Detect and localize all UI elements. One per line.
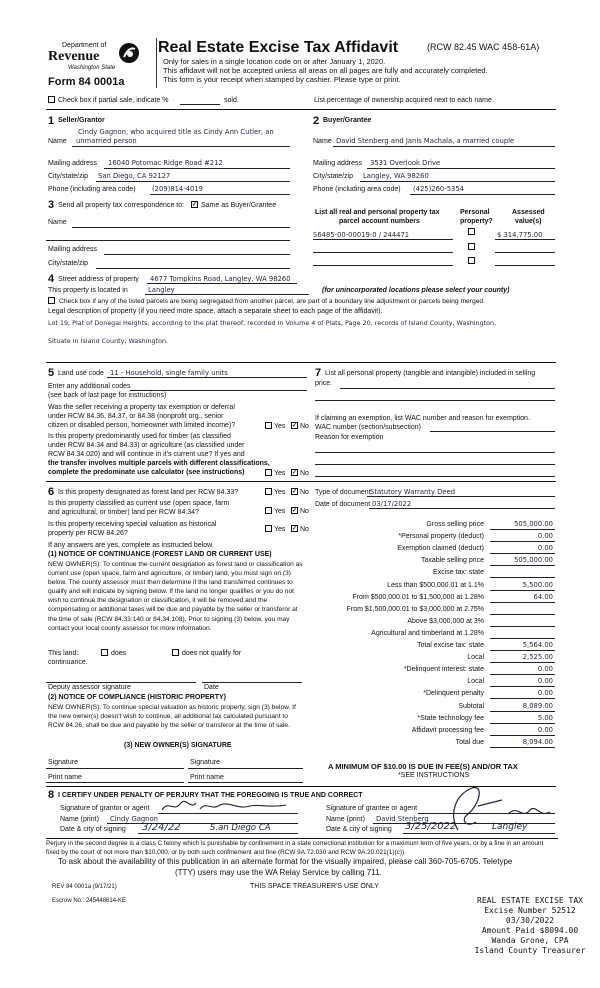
grantor-signature	[160, 798, 290, 814]
partial-sale-label: Check box if partial sale, indicate %	[58, 97, 169, 104]
tax-row-line	[490, 686, 555, 687]
timber-no-label: No	[300, 470, 309, 477]
tax-row-value: 505,000.00	[514, 556, 553, 565]
grantee-date: 3/25/2022	[405, 821, 457, 832]
tax-row-line	[490, 747, 555, 748]
historic-q-1: Is this property receiving special valuation as historical	[48, 521, 217, 528]
grantor-city: S.an Diego CA	[210, 823, 271, 833]
tax-row-line	[490, 529, 555, 530]
timber-q-line5: complete the predominate use calculator (see instructions)	[48, 469, 245, 476]
seller-phone: (209)814-4019	[152, 185, 203, 193]
timber-no-checkbox[interactable]: ✓	[292, 470, 298, 476]
stamp-line-3: 03/30/2022	[505, 916, 555, 925]
exemption-yes-label: Yes	[274, 423, 286, 430]
section-2-number: 2	[313, 115, 320, 127]
historic-no-label: No	[300, 526, 309, 533]
tax-row-value: 2,525.00	[522, 653, 553, 662]
accessibility-line-2: (TTY) users may use the WA Relay Service by calling 711.	[175, 868, 382, 877]
notice-continuance-body: NEW OWNER(S): To continue the current designation as forest land or classification as current use (open space, farm and agriculture, or timber) land, you must sign on (3) below. The county assessor must then determine if the land transferred continues to qualify and will indicate by signing below. If the land no longer qualifies or you do not wish to continue the designation or classification, it will be removed and the compensating or additional taxes will be due and payable by the seller or transferor at the time of sale (RCW 84.33.140 or 84.34.108). Prior to signing (3) below, you may contact your local county assessor for more information.	[48, 561, 303, 632]
exemption-q-line3: citizen or disabled person, homeowner with limited income)?	[48, 422, 236, 429]
land-use-label: Land use code	[58, 370, 104, 377]
timber-q-line2: under RCW 84.34 and 84.33) or agriculture (as classified under	[48, 442, 245, 449]
legal-desc-label: Legal description of property (if you need more space, attach a separate sheet to each page of the affidavit).	[48, 308, 383, 315]
grantee-date-label: Date & city of signing	[326, 826, 392, 833]
grantee-sig-label: Signature of grantee or agent	[326, 805, 418, 812]
personal-property-checkbox-3[interactable]	[468, 257, 475, 264]
seller-title: Seller/Grantor	[58, 117, 105, 124]
tax-row-value: 505,000.00	[514, 520, 553, 528]
grantor-date: 3/24/22	[142, 822, 181, 833]
grantee-name-label: Name (print)	[326, 816, 365, 823]
land-use-code: 11 - Household, single family units	[110, 369, 228, 377]
does-not-qualify-checkbox[interactable]	[172, 649, 179, 656]
historic-q-2: property per RCW 84.26?	[48, 530, 128, 537]
parcel-col2-head-a: Personal	[460, 209, 490, 216]
exemption-no-checkbox[interactable]: ✓	[292, 423, 298, 429]
owner-sig-label-1: Signature	[48, 759, 78, 766]
section-3-number: 3	[48, 199, 55, 211]
historic-yes-checkbox[interactable]	[265, 525, 272, 532]
seller-mail-label: Mailing address	[48, 160, 98, 167]
additional-codes-label: Enter any additional codes	[48, 383, 131, 390]
personal-property-checkbox-2[interactable]	[468, 243, 475, 250]
legal-desc-line2: Situate in Island County, Washington.	[48, 337, 169, 345]
tax-row-value: 0.00	[537, 677, 553, 686]
section-1-number: 1	[48, 115, 55, 127]
street-address: 4677 Tompkins Road, Langley, WA 98260	[150, 275, 291, 283]
corr-name-label: Name	[48, 219, 67, 226]
exemption-claim-label: If claiming an exemption, list WAC number and reason for exemption.	[315, 415, 530, 422]
owner-print-label-1: Print name	[48, 774, 82, 781]
tax-row-value: 64.00	[533, 592, 553, 601]
forest-yes-checkbox[interactable]	[265, 488, 272, 495]
tax-row-label: *State technology fee	[417, 714, 484, 722]
deputy-date-label: Date	[204, 684, 219, 691]
buyer-phone-label: Phone (including area code)	[313, 186, 401, 193]
tax-row-line	[490, 614, 555, 615]
parcel-col3-head-b: value(s)	[515, 218, 542, 225]
treasurer-stamp	[470, 896, 590, 956]
current-use-no-checkbox[interactable]: ✓	[292, 508, 298, 514]
tax-row-line	[490, 638, 555, 639]
location-note: (for unincorporated locations please select your county)	[322, 287, 510, 294]
stamp-line-6: Island County Treasurer	[474, 946, 586, 955]
deputy-sig-label: Deputy assessor signature	[48, 684, 131, 691]
grantee-city: Langley	[492, 822, 528, 832]
header-note-3: This form is your receipt when stamped by cashier. Please type or print.	[163, 75, 401, 84]
seller-city-label: City/state/zip	[48, 173, 89, 180]
certify-title: I CERTIFY UNDER PENALTY OF PERJURY THAT THE FOREGOING IS TRUE AND CORRECT	[58, 792, 363, 799]
segregation-checkbox[interactable]	[48, 297, 55, 304]
tax-row-line	[490, 711, 555, 712]
tax-row-line	[490, 735, 555, 736]
buyer-city-label: City/state/zip	[313, 173, 354, 180]
tax-row-value: 0.00	[537, 544, 553, 553]
tax-row-line	[490, 565, 555, 566]
tax-row-line	[490, 674, 555, 675]
tax-row-value: 0.00	[537, 665, 553, 674]
tax-row-label: From $500,000.01 to $1,500,000 at 1.28%	[352, 593, 484, 601]
stamp-line-2: Excise Number 52512	[484, 906, 576, 915]
tax-row-label: Local	[467, 678, 484, 686]
tax-row-line	[490, 698, 555, 699]
buyer-mail-label: Mailing address	[313, 160, 363, 167]
doc-type-label: Type of document	[315, 489, 371, 496]
tax-row-value: 8,094.00	[522, 737, 553, 746]
personal-prop-label-1: List all personal property (tangible and intangible) included in selling	[325, 370, 536, 377]
see-instructions: *SEE INSTRUCTIONS	[398, 772, 470, 779]
exemption-yes-checkbox[interactable]	[265, 422, 272, 429]
parcel-col1-head-b: parcel account numbers	[339, 218, 420, 225]
if-yes-note: If any answers are yes, complete as instructed below.	[48, 542, 214, 549]
perjury-notice: Perjury in the second degree is a class C felony which is punishable by confinement in a state correctional institution for a maximum term of five years, or by a fine in an amount fixed by the court of not more than $10,000, or by both such confinement and fine (RCW 9A.72.030 and RCW 9A.20.021(1)(c)).	[46, 838, 558, 857]
tax-row-value: 0.00	[537, 689, 553, 698]
tax-row-label: From $1,500,000.01 to $3,000,000 at 2.75%	[346, 605, 484, 613]
section-5-number: 5	[48, 367, 55, 379]
stamp-line-4: Amount Paid $8094.00	[481, 926, 579, 935]
doc-date: 03/17/2022	[372, 500, 412, 508]
same-as-buyer-checkbox[interactable]: ✓	[192, 202, 198, 208]
escrow-number: Escrow No.: 245448614-KE	[52, 898, 127, 904]
ownership-pct-label: List percentage of ownership acquired next to each name.	[314, 97, 494, 104]
current-use-q-2: and agricultural, or timber) land per RCW 84.34?	[48, 509, 199, 516]
seller-phone-label: Phone (including area code)	[48, 186, 136, 193]
forest-no-checkbox[interactable]: ✓	[292, 489, 298, 495]
revenue-logo-icon	[118, 42, 140, 64]
tax-row-line	[490, 662, 555, 663]
doc-type: Statutory Warranty Deed	[370, 488, 456, 496]
additional-codes-note: (see back of last page for instructions)	[48, 392, 167, 399]
tax-row-value: 5.00	[537, 713, 553, 722]
notice-compliance-title: (2) NOTICE OF COMPLIANCE (HISTORIC PROPERTY)	[48, 694, 226, 701]
exemption-q-line2: under RCW 84.36, 84.37, or 84.38 (nonprofit org., senior	[48, 413, 224, 420]
form-number: Form 84 0001a	[48, 76, 125, 88]
location-label: This property is located in	[48, 287, 128, 294]
accessibility-line-1: To ask about the availability of this publication in an alternate format for the visually impaired, please call 360-705-6705. Teletype	[58, 857, 513, 866]
notice-continuance-title: (1) NOTICE OF CONTINUANCE (FOREST LAND OR CURRENT USE)	[48, 551, 272, 558]
tax-row-label: Less than $500,000.01 at 1.1%	[387, 581, 484, 589]
washington-state-label: Washington State	[68, 65, 116, 71]
grantor-name: Cindy Gagnon	[110, 815, 158, 823]
does-not-label: does not qualify for	[182, 650, 242, 657]
personal-property-checkbox-1[interactable]	[468, 228, 475, 235]
historic-no-checkbox[interactable]: ✓	[292, 526, 298, 532]
tax-row-line	[490, 553, 555, 554]
buyer-city: Langley, WA 98260	[363, 172, 429, 180]
does-label: does	[111, 650, 127, 657]
owner-sig-label-2: Signature	[190, 759, 220, 766]
grantee-name: David Stenberg	[376, 815, 429, 823]
doc-date-label: Date of document	[315, 501, 371, 508]
treasurer-use-label: THIS SPACE TREASURER'S USE ONLY	[250, 883, 379, 890]
seller-mail: 16040 Potomac Ridge Road #212	[108, 159, 223, 167]
buyer-name-label: Name	[313, 138, 332, 145]
location-value: Langley	[148, 286, 175, 294]
exemption-no-label: No	[300, 423, 309, 430]
exemption-q-line1: Was the seller receiving a property tax exemption or deferral	[48, 404, 235, 411]
corr-mail-label: Mailing address	[48, 246, 98, 253]
owner-print-label-2: Print name	[190, 774, 224, 781]
exemption-reason-label: Reason for exemption	[315, 434, 384, 441]
timber-q-line3: RCW 84.34.020) and will continue in it's current use? If yes and	[48, 451, 245, 458]
correspondence-label: Send all property tax correspondence to:	[58, 202, 185, 209]
seller-name-line1: Cindy Gagnon, who acquired title as Cindy Ann Cutler, an	[78, 128, 274, 136]
dept-of-label: Department of	[62, 42, 107, 49]
personal-prop-label-2: price.	[315, 380, 333, 387]
forest-no-label: No	[300, 489, 309, 496]
buyer-name: David Stenberg and Janis Machala, a married couple	[336, 137, 515, 145]
tax-row-line	[490, 626, 555, 627]
tax-row-label: Subtotal	[458, 702, 484, 710]
buyer-title: Buyer/Grantee	[323, 117, 372, 124]
same-as-buyer-label: Same as Buyer/Grantee	[201, 202, 277, 209]
stamp-line-1: REAL ESTATE EXCISE TAX	[477, 896, 583, 905]
tax-row-label: Total excise tax: state	[417, 642, 484, 649]
tax-row-value: 5,564.00	[522, 641, 553, 649]
tax-row-label: *Delinquent penalty	[423, 690, 484, 698]
stamp-line-5: Wanda Grone, CPA	[491, 936, 569, 945]
tax-row-label: *Delinquent interest: state	[403, 666, 484, 674]
tax-row-label: *Personal property (deduct)	[398, 533, 484, 541]
tax-row-line	[490, 577, 555, 578]
wac-number-label: WAC number (section/subsection)	[315, 424, 421, 431]
grantor-name-label: Name (print)	[60, 816, 99, 823]
tax-row-line	[490, 590, 555, 591]
section-6-number: 6	[48, 486, 55, 498]
current-use-q-1: Is this property classified as current use (open space, farm	[48, 500, 230, 507]
minimum-due-note: A MINIMUM OF $10.00 IS DUE IN FEE(S) AND/OR TAX	[328, 762, 518, 771]
parcel-assessed-value: $ 314,775.00	[497, 231, 543, 239]
partial-sale-checkbox[interactable]	[48, 96, 55, 103]
current-use-yes-checkbox[interactable]	[265, 507, 272, 514]
tax-row-line	[490, 650, 555, 651]
seller-name-label: Name	[48, 138, 67, 145]
tax-row-line	[490, 602, 555, 603]
forest-yes-label: Yes	[274, 489, 286, 496]
parcel-col2-head-b: property?	[460, 218, 493, 225]
corr-city-label: City/state/zip	[48, 260, 89, 267]
tax-row-label: Local	[467, 654, 484, 662]
new-owner-sig-title: (3) NEW OWNER(S) SIGNATURE	[124, 742, 232, 749]
grantor-date-label: Date & city of signing	[60, 826, 126, 833]
revision-label: REV 84 0001a (9/17/21)	[52, 884, 117, 890]
buyer-phone: (425)260-5354	[413, 185, 464, 193]
tax-row-value: 0.00	[537, 725, 553, 734]
form-title: Real Estate Excise Tax Affidavit	[158, 39, 399, 56]
tax-row-value: 0.00	[537, 532, 553, 541]
seller-name-line2: unmarried person	[76, 137, 137, 145]
tax-row-label: Gross selling price	[426, 521, 484, 528]
tax-row-label: Total due	[455, 738, 484, 746]
parcel-col3-head-a: Assessed	[512, 209, 545, 216]
this-land-label: This land:	[48, 650, 79, 657]
tax-row-value: 5,500.00	[522, 580, 553, 589]
parcel-col1-head-a: List all real and personal property tax	[315, 209, 440, 216]
tax-row-value: 8,089.00	[522, 701, 553, 710]
section-4-number: 4	[48, 273, 55, 285]
tax-row-label: Taxable selling price	[420, 557, 484, 565]
does-qualify-checkbox[interactable]	[101, 649, 108, 656]
timber-q-line4: the transfer involves multiple parcels with different classifications,	[48, 460, 270, 467]
header-note-1: Only for sales in a single location code on or after January 1, 2020.	[163, 57, 386, 66]
rcw-reference: (RCW 82.45 WAC 458-61A)	[427, 42, 540, 52]
tax-row-label: Exemption claimed (deduct)	[397, 545, 484, 553]
timber-q-line1: Is this property predominantly used for timber (as classified	[48, 433, 231, 440]
tax-row-label: Affidavit processing fee	[411, 726, 484, 734]
tax-row-line	[490, 723, 555, 724]
revenue-logo-text: Revenue	[48, 49, 100, 64]
header-note-2: This affidavit will not be accepted unless all areas on all pages are fully and accurately completed.	[163, 66, 488, 75]
grantor-sig-label: Signature of grantor or agent	[60, 805, 150, 812]
tax-row-label: Excise tax: state	[433, 569, 484, 577]
segregation-label: Check box if any of the listed parcels are being segregated from another parcel, are part of a boundary line adjustment or parcels being merged.	[59, 298, 486, 305]
timber-yes-checkbox[interactable]	[265, 469, 272, 476]
current-use-no-label: No	[300, 508, 309, 515]
current-use-yes-label: Yes	[274, 508, 286, 515]
historic-yes-label: Yes	[274, 526, 286, 533]
tax-row-label: Agricultural and timberland at 1.28%	[371, 629, 484, 637]
partial-sale-sold: sold.	[224, 97, 239, 104]
continuance-label: continuance.	[48, 659, 88, 666]
parcel-account-number: S6485-00-00019-0 / 244471	[313, 231, 410, 239]
buyer-mail: 3531 Overlook Drive	[370, 159, 441, 167]
notice-compliance-body: NEW OWNER(S): To continue special valuation as historic property, sign (3) below. If the new owner(s) doesn't wish to continue, all additional tax calculated pursuant to RCW 84.26, shall be due and payable by the seller or transferor at the time of sale.	[48, 704, 296, 730]
street-address-label: Street address of property	[58, 276, 139, 283]
tax-row-line	[490, 541, 555, 542]
seller-city: San Diego, CA 92127	[98, 172, 171, 180]
tax-row-label: Above $3,000,000 at 3%	[407, 617, 484, 625]
section-7-number: 7	[315, 367, 322, 379]
forest-land-q: Is this property designated as forest land per RCW 84.33?	[58, 489, 239, 496]
legal-desc-line1: Lot 19, Plat of Donegal Heights, according to the plat thereof, recorded in Volume 4 of Plats, Page 20, records of Island County, Washington.	[48, 319, 497, 327]
section-8-number: 8	[48, 789, 55, 801]
timber-yes-label: Yes	[274, 470, 286, 477]
